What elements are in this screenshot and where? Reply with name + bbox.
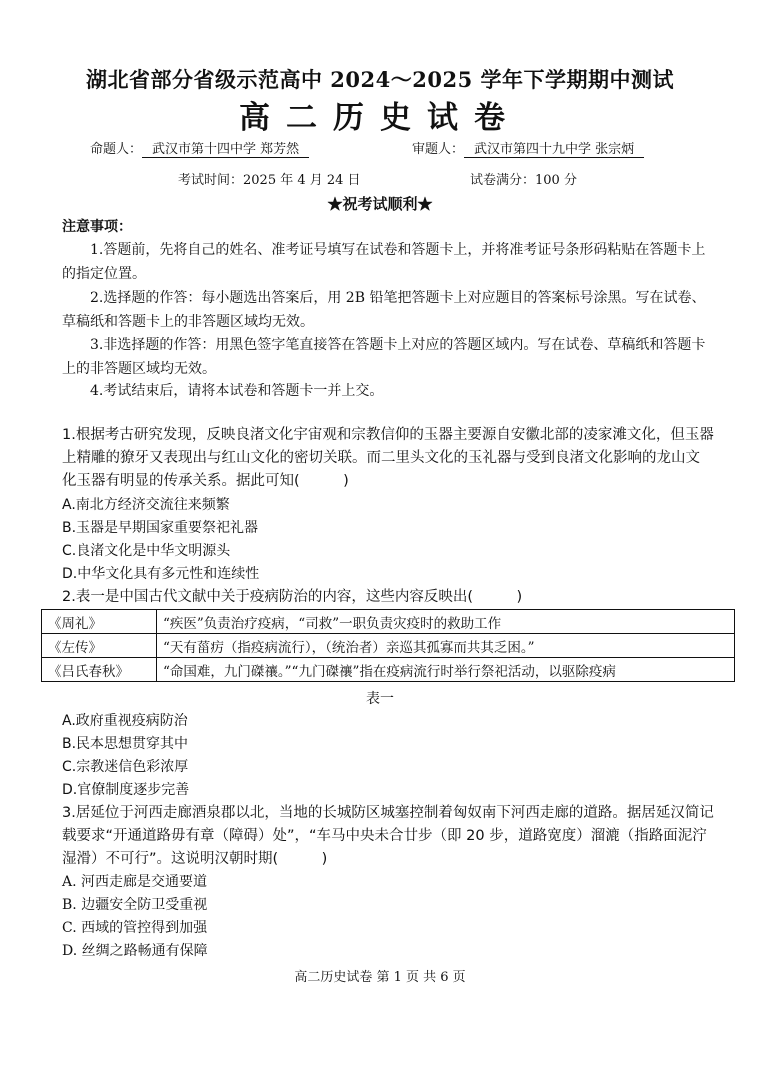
question-2-stem: 2.表一是中国古代文献中关于疫病防治的内容，这些内容反映出( ) [62,589,523,605]
exam-time: 考试时间：2025 年 4 月 24 日 [178,173,361,188]
exam-title: 湖北省部分省级示范高中 2024～2025 学年下学期期中测试 [85,67,674,92]
table-cell-content: “疾医”负责治疗疫病，“司救”一职负责灾疫时的救助工作 [157,610,735,634]
note-item: 3.非选择题的作答：用黑色签字笔直接答在答题卡上对应的答题区域内。写在试卷、草稿纸和答题卡上的非答题区域均无效。 [62,337,706,377]
question-2-option-a: A.政府重视疫病防治 [62,713,188,729]
table-cell-content: “命国难，九门磔禳。”“九门磔禳”指在疫病流行时举行祭祀活动，以驱除疫病 [157,658,735,682]
reviewer-label: 审题人： [412,142,465,157]
table-caption: 表一 [366,691,394,707]
full-score: 试卷满分：100 分 [470,173,577,188]
table-cell-source: 《周礼》 [42,610,157,634]
question-1-option-b: B.玉器是早期国家重要祭祀礼器 [62,520,259,536]
setter-label: 命题人： [90,142,143,157]
table-cell-source: 《左传》 [42,634,157,658]
note-item: 4.考试结束后，请将本试卷和答题卡一并上交。 [90,383,384,399]
question-2-option-b: B.民本思想贯穿其中 [62,736,189,752]
question-3-option-b: B. 边疆安全防卫受重视 [62,897,208,913]
page-footer: 高二历史试卷 第 1 页 共 6 页 [294,970,466,985]
question-1-option-d: D.中华文化具有多元性和连续性 [62,566,260,582]
note-item: 2.选择题的作答：每小题选出答案后，用 2B 铅笔把答题卡上对应题目的答案标号涂黑。写在试卷、草稿纸和答题卡上的非答题区域均无效。 [62,290,706,330]
good-luck-banner: ★祝考试顺利★ [327,195,433,213]
table-cell-content: “天有菑疠（指疫病流行），（统治者）亲巡其孤寡而共其乏困。” [157,634,735,658]
question-2-option-c: C.宗教迷信色彩浓厚 [62,759,189,775]
question-3-option-c: C. 西域的管控得到加强 [62,920,208,936]
question-3-option-a: A. 河西走廊是交通要道 [62,874,208,890]
table-cell-source: 《吕氏春秋》 [42,658,157,682]
question-1-stem: 1.根据考古研究发现，反映良渚文化宇宙观和宗教信仰的玉器主要源自安徽北部的凌家滩文化，但玉器上精雕的獠牙又表现出与红山文化的密切关联。而二里头文化的玉礼器与受到良渚文化影响的龙山文化玉器有明显的传承关系。据此可知( ) [62,427,714,489]
setter-line [90,138,309,157]
setter-value: 武汉市第十四中学 郑芳然 [142,142,309,158]
question-3-stem: 3.居延位于河西走廊酒泉郡以北，当地的长城防区城塞控制着匈奴南下河西走廊的道路。据居延汉简记载要求“开通道路毋有章（障碍）处”，“车马中央未合廿步（即 20 步，道路宽度）溜漉（指路面泥泞湿滑）不可行”。这说明汉朝时期( ) [62,805,714,867]
question-1-option-c: C.良渚文化是中华文明源头 [62,543,231,559]
question-1-option-a: A.南北方经济交流往来频繁 [62,497,230,513]
reviewer-line [412,138,644,157]
table-row [42,658,735,682]
note-item: 1.答题前，先将自己的姓名、准考证号填写在试卷和答题卡上，并将准考证号条形码粘贴在答题卡上的指定位置。 [62,242,706,282]
notes-title: 注意事项： [62,219,132,235]
source-table [41,609,735,682]
subject-title: 高二历史试卷 [239,100,521,136]
table-row [42,610,735,634]
table-row [42,634,735,658]
question-2-option-d: D.官僚制度逐步完善 [62,782,190,798]
question-3-option-d: D. 丝绸之路畅通有保障 [62,943,208,959]
reviewer-value: 武汉市第四十九中学 张宗炳 [464,142,644,158]
